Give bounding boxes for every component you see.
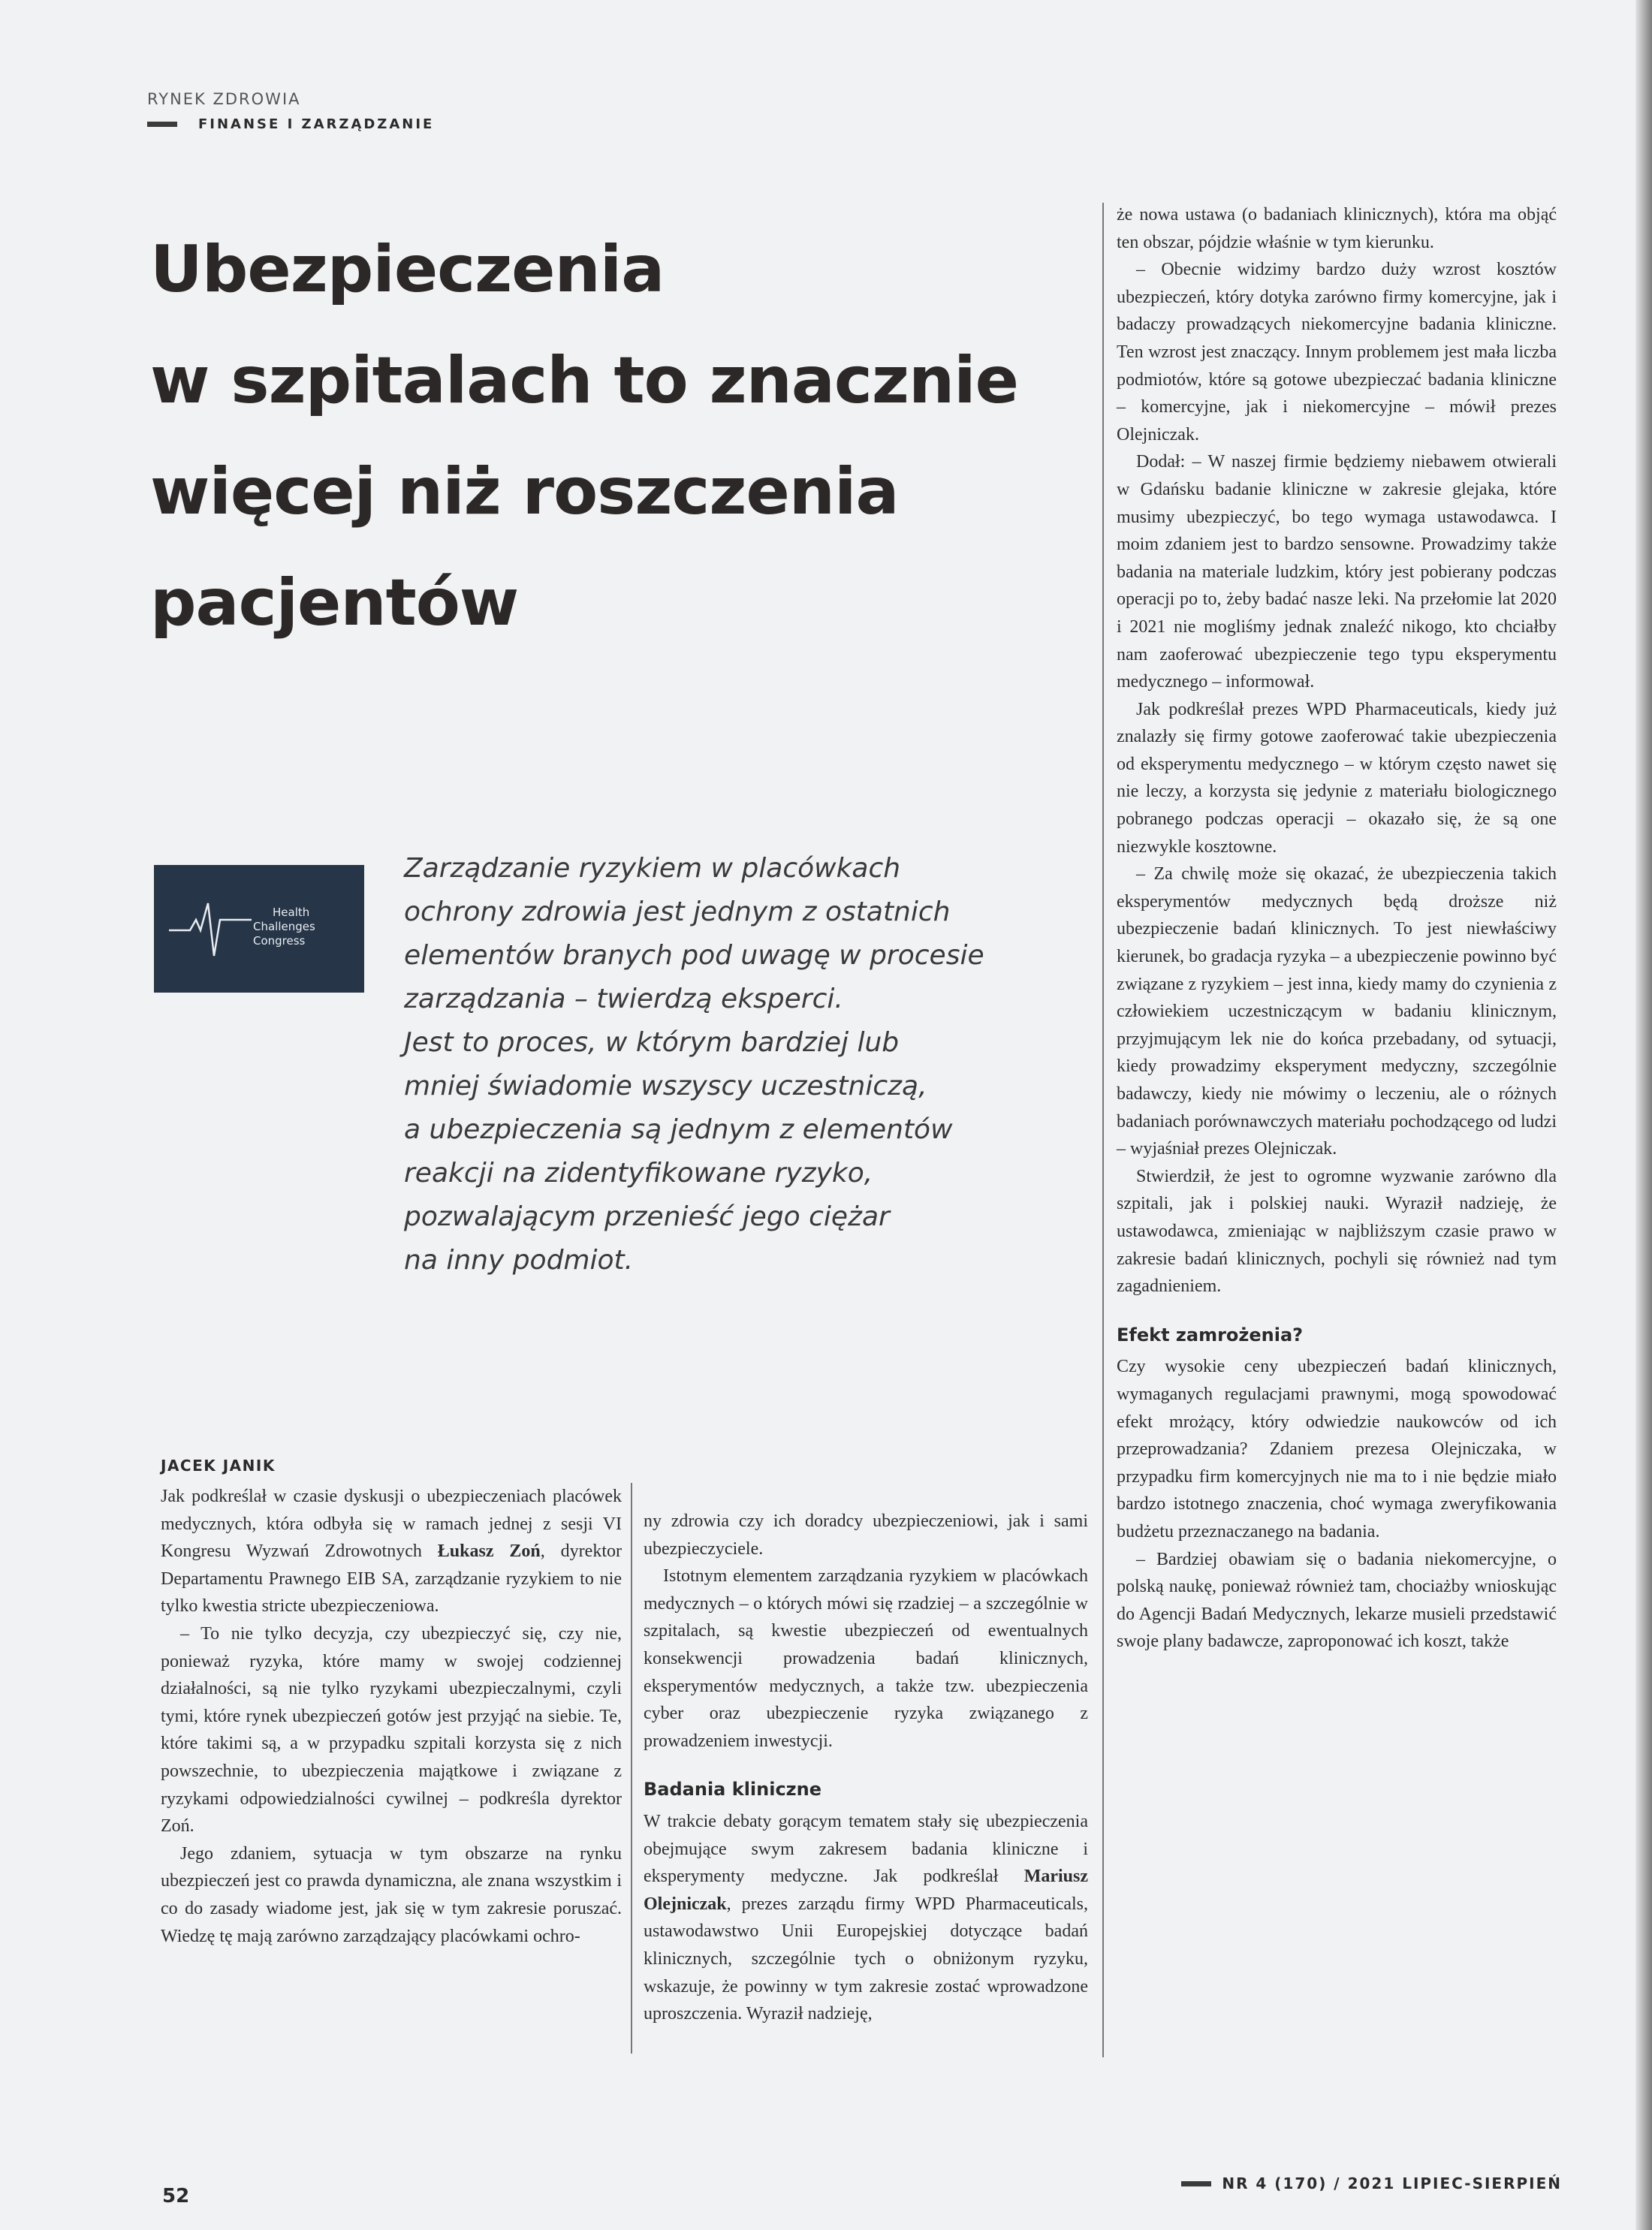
lead-line: a ubezpieczenia są jednym z elementów xyxy=(404,1114,953,1145)
paragraph: że nowa ustawa (o badaniach klinicznych), która ma objąć ten obszar, pójdzie właśnie w tym kierunku. xyxy=(1117,205,1557,252)
text-column-1 xyxy=(161,1483,622,1950)
lead-line: Zarządzanie ryzykiem w placówkach xyxy=(404,853,901,884)
issue-text: NR 4 (170) / 2021 LIPIEC-SIERPIEŃ xyxy=(1222,2174,1562,2192)
logo-line: Health xyxy=(273,906,310,919)
paragraph: – Obecnie widzimy bardzo duży wzrost kosztów ubezpieczeń, który dotyka zarówno firmy komercyjne, jak i badaczy prowadzących niekomercyjne badania kliniczne. Ten wzrost jest znaczący. Innym problemem jest mała liczba podmiotów, które są gotowe ubezpieczać badania kliniczne – komercyjne, jak i niekomercyjne – mówił prezes Olejniczak. xyxy=(1117,260,1557,444)
paragraph: Jak podkreślał prezes WPD Pharmaceuticals, kiedy już znalazły się firmy gotowe zaoferować takie ubezpieczenia od eksperymentu medycznego – w którym często nawet się nie leczy, a korzysta się jedynie z materiału biologicznego pobranego podczas operacji – okazało się, że są one niezwykle kosztowne. xyxy=(1117,699,1557,857)
lead-line: Jest to proces, w którym bardziej lub xyxy=(404,1027,900,1058)
column-divider xyxy=(631,1483,632,2054)
paragraph: – Za chwilę może się okazać, że ubezpieczenia takich eksperymentów medycznych będą droższe niż ubezpieczenie badań klinicznych. To jest niewłaściwy kierunek, bo gradacja ryzyka – a ubezpieczenie powinno być związane z ryzykiem – jest inna, kiedy mamy do czynienia z człowiekiem uczestniczącym w badaniu klinicznym, przyjmującym lek nie do końca przebadany, od sytuacji, kiedy prowadzimy eksperyment medyczny, szczególnie badawczy, kiedy nie mówimy o leczeniu, ale o różnych badaniach porównawczych materiału pochodzącego od ludzi – wyjaśniał prezes Olejniczak. xyxy=(1117,864,1557,1159)
lead-line: ochrony zdrowia jest jednym z ostatnich xyxy=(404,897,951,927)
paragraph: Jego zdaniem, sytuacja w tym obszarze na rynku ubezpieczeń jest co prawda dynamiczna, ale znana wszystkim i co do zasady wiadome jest, jak się w tym zakresie poruszać. Wiedzę tę mają zarówno zarządzający placówkami ochro- xyxy=(161,1843,622,1946)
subheading: Badania kliniczne xyxy=(644,1779,822,1801)
paragraph: W trakcie debaty gorącym tematem stały się ubezpieczenia obejmujące swym zakresem badania kliniczne i eksperymenty medyczne. Jak podkreślał Mariusz Olejniczak, prezes zarządu firmy WPD Pharmaceuticals, ustawodawstwo Unii Europejskiej dotyczące badań klinicznych, szczególnie tych o obniżonym ryzyku, wskazuje, że powinny w tym zakresie zostać wprowadzone uproszczenia. Wyraził nadzieję, xyxy=(644,1811,1088,2024)
paragraph: Stwierdził, że jest to ogromne wyzwanie zarówno dla szpitali, jak i polskiej nauki. Wyraził nadzieję, że ustawodawca, zmieniając w najbliższym czasie prawo w zakresie badań klinicznych, pochyli się również nad tym zagadnieniem. xyxy=(1117,1166,1557,1297)
logo-text xyxy=(253,906,315,948)
article-lead xyxy=(404,847,1080,1282)
headline-line: Ubezpieczenia xyxy=(150,232,665,307)
column-divider xyxy=(1102,203,1104,2057)
section-title: FINANSE I ZARZĄDZANIE xyxy=(198,116,435,132)
headline-line: pacjentów xyxy=(150,565,519,640)
author-byline: JACEK JANIK xyxy=(161,1457,276,1475)
paragraph: Dodał: – W naszej firmie będziemy niebawem otwierali w Gdańsku badanie kliniczne w zakresie glejaka, które musimy ubezpieczyć, bo tego wymaga ustawodawca. I moim zdaniem jest to bardzo sensowne. Prowadzimy także badania na materiale ludzkim, który jest pobierany podczas operacji po to, żeby badać nasze leki. Na przełomie lat 2020 i 2021 nie mogliśmy jednak znaleźć nikogo, kto chciałby nam zaoferować ubezpieczenie tego typu eksperymentu medycznego – informował. xyxy=(1117,452,1557,692)
heartbeat-line-icon xyxy=(169,899,252,959)
logo-line: Challenges xyxy=(253,920,315,933)
section-label xyxy=(147,116,434,132)
paragraph: ny zdrowia czy ich doradcy ubezpieczeniowi, jak i sami ubezpieczyciele. xyxy=(644,1511,1088,1559)
person-name: Mariusz Olejniczak xyxy=(644,1867,1088,1914)
lead-line: mniej świadomie wszyscy uczestniczą, xyxy=(404,1071,927,1101)
subheading: Efekt zamrożenia? xyxy=(1117,1324,1304,1346)
congress-logo xyxy=(154,865,364,993)
person-name: Łukasz Zoń xyxy=(437,1541,541,1562)
paragraph: Jak podkreślał w czasie dyskusji o ubezpieczeniach placówek medycznych, która odbyła się w ramach jednej z sesji VI Kongresu Wyzwań Zdrowotnych Łukasz Zoń, dyrektor Departamentu Prawnego EIB SA, zarządzanie ryzykiem to nie tylko kwestia stricte ubezpieczeniowa. xyxy=(161,1487,622,1617)
issue-info xyxy=(1181,2174,1562,2192)
scan-page-edge xyxy=(1635,0,1652,2230)
text-column-3 xyxy=(1117,201,1557,1656)
lead-line: pozwalającym przenieść jego ciężar xyxy=(404,1201,890,1232)
lead-line: na inny podmiot. xyxy=(404,1245,634,1276)
page-number: 52 xyxy=(162,2185,190,2207)
logo-line: Congress xyxy=(253,934,306,948)
section-bar xyxy=(147,122,177,127)
lead-line: zarządzania – twierdzą eksperci. xyxy=(404,984,843,1014)
paragraph: Istotnym elementem zarządzania ryzykiem w placówkach medycznych – o których mówi się rzadziej – a szczególnie w szpitalach, są kwestie ubezpieczeń od ewentualnych konsekwencji prowadzenia badań klinicznych, eksperymentów medycznych, a także tzw. ubezpieczenia cyber oraz ubezpieczenie ryzyka związanego z prowadzeniem inwestycji. xyxy=(644,1566,1088,1751)
headline-line: więcej niż roszczenia xyxy=(150,454,899,529)
magazine-kicker: RYNEK ZDROWIA xyxy=(147,90,301,108)
article-headline xyxy=(150,214,1081,658)
text-column-2 xyxy=(644,1508,1088,2028)
paragraph: – To nie tylko decyzja, czy ubezpieczyć się, czy nie, ponieważ ryzyka, które mamy w swojej codziennej działalności, są nie tylko ryzykami ubezpieczalnymi, czyli tymi, które rynek ubezpieczeń gotów jest przyjąć na siebie. Te, które takimi są, a w przypadku szpitali korzysta się z nich powszechnie, to ubezpieczenia majątkowe i związane z ryzykami odpowiedzialności cywilnej – podkreśla dyrektor Zoń. xyxy=(161,1623,622,1837)
paragraph: Czy wysokie ceny ubezpieczeń badań klinicznych, wymaganych regulacjami prawnymi, mogą spowodować efekt mrożący, który odwiedzie naukowców od ich przeprowadzania? Zdaniem prezesa Olejniczaka, w przypadku firm komercyjnych nie ma to i nie będzie miało bardzo istotnego znaczenia, choć wymaga zweryfikowania budżetu przeznaczanego na badania. xyxy=(1117,1357,1557,1541)
lead-line: elementów branych pod uwagę w procesie xyxy=(404,940,984,971)
paragraph: – Bardziej obawiam się o badania niekomercyjne, o polską naukę, ponieważ również tam, chociażby wnioskując do Agencji Badań Medycznych, lekarze musieli przedstawić swoje plany badawcze, zaproponować ich koszt, także xyxy=(1117,1549,1557,1652)
issue-bar xyxy=(1181,2181,1211,2186)
lead-line: reakcji na zidentyfikowane ryzyko, xyxy=(404,1158,873,1189)
headline-line: w szpitalach to znacznie xyxy=(150,343,1018,418)
